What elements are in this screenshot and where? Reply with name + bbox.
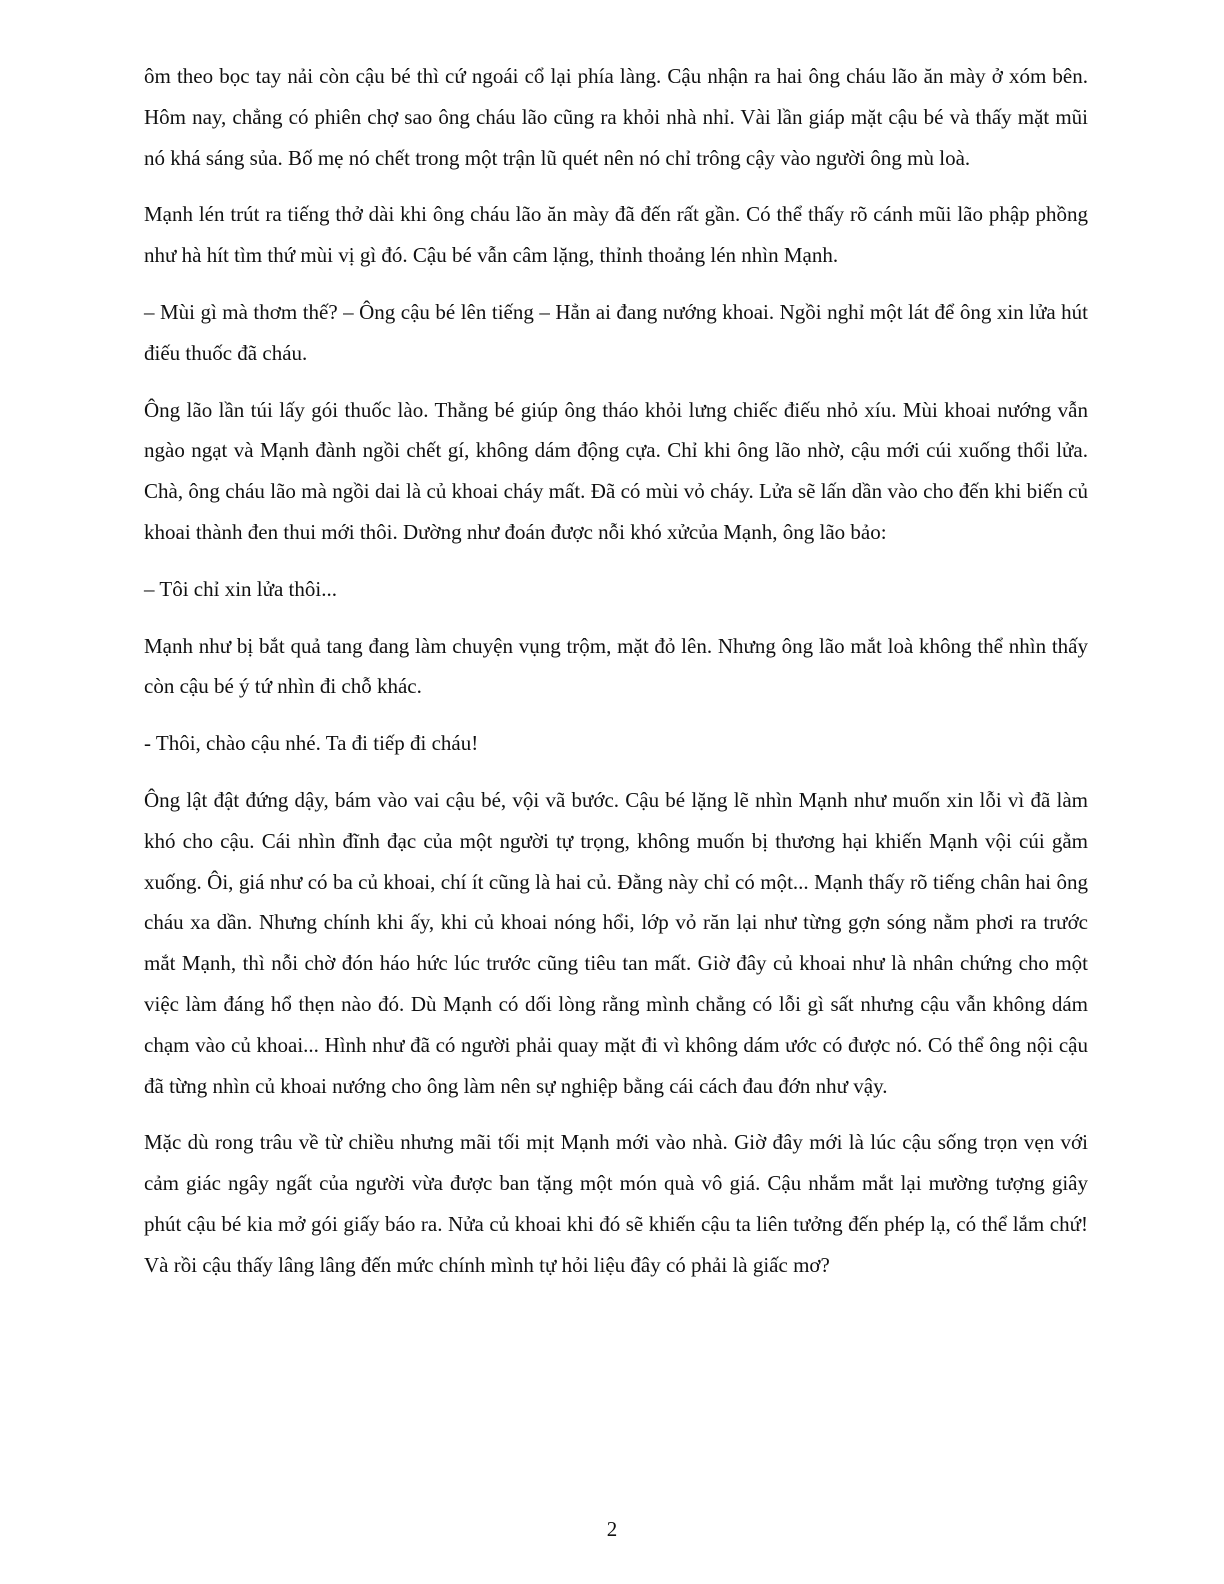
page-number: 2 (606, 1517, 618, 1541)
paragraph: – Mùi gì mà thơm thế? – Ông cậu bé lên tiếng – Hẳn ai đang nướng khoai. Ngồi nghỉ một lát để ông xin lửa hút điếu thuốc đã cháu. (144, 299, 1088, 365)
paragraph: - Thôi, chào cậu nhé. Ta đi tiếp đi cháu! (144, 731, 479, 756)
paragraph: ôm theo bọc tay nải còn cậu bé thì cứ ngoái cổ lại phía làng. Cậu nhận ra hai ông cháu lão ăn mày ở xóm bên. Hôm nay, chẳng có phiên chợ sao ông cháu lão cũng ra khỏi nhà nhỉ. Vài lần giáp mặt cậu bé và thấy mặt mũi nó khá sáng sủa. Bố mẹ nó chết trong một trận lũ quét nên nó chỉ trông cậy vào người ông mù loà. (144, 64, 1088, 170)
paragraph: Ông lão lần túi lấy gói thuốc lào. Thằng bé giúp ông tháo khỏi lưng chiếc điếu nhỏ xíu. Mùi khoai nướng vẫn ngào ngạt và Mạnh đành ngồi chết gí, không dám động cựa. Chỉ khi ông lão nhờ, cậu mới cúi xuống thổi lửa. Chà, ông cháu lão mà ngồi dai là củ khoai cháy mất. Đã có mùi vỏ cháy. Lửa sẽ lấn dần vào cho đến khi biến củ khoai thành đen thui mới thôi. Dường như đoán được nỗi khó xửcủa Mạnh, ông lão bảo: (144, 397, 1088, 544)
paragraph: Ông lật đật đứng dậy, bám vào vai cậu bé, vội vã bước. Cậu bé lặng lẽ nhìn Mạnh như muốn xin lỗi vì đã làm khó cho cậu. Cái nhìn đĩnh đạc của một người tự trọng, không muốn bị thương hại khiến Mạnh vội cúi gằm xuống. Ôi, giá như có ba củ khoai, chí ít cũng là hai củ. Đằng này chỉ có một... Mạnh thấy rõ tiếng chân hai ông cháu xa dần. Nhưng chính khi ấy, khi củ khoai nóng hổi, lớp vỏ răn lại như từng gợn sóng nằm phơi ra trước mắt Mạnh, thì nỗi chờ đón háo hức lúc trước cũng tiêu tan mất. Giờ đây củ khoai như là nhân chứng cho một việc làm đáng hổ thẹn nào đó. Dù Mạnh có dối lòng rằng mình chẳng có lỗi gì sất nhưng cậu vẫn không dám chạm vào củ khoai... Hình như đã có người phải quay mặt đi vì không dám ước có được nó. Có thể ông nội cậu đã từng nhìn củ khoai nướng cho ông làm nên sự nghiệp bằng cái cách đau đớn như vậy. (144, 787, 1088, 1098)
paragraph: – Tôi chỉ xin lửa thôi... (144, 576, 337, 601)
page-body (144, 56, 1088, 1302)
paragraph: Mặc dù rong trâu về từ chiều nhưng mãi tối mịt Mạnh mới vào nhà. Giờ đây mới là lúc cậu sống trọn vẹn với cảm giác ngây ngất của người vừa được ban tặng một món quà vô giá. Cậu nhắm mắt lại mường tượng giây phút cậu bé kia mở gói giấy báo ra. Nửa củ khoai khi đó sẽ khiến cậu ta liên tưởng đến phép lạ, có thể lắm chứ! Và rồi cậu thấy lâng lâng đến mức chính mình tự hỏi liệu đây có phải là giấc mơ? (144, 1130, 1088, 1277)
paragraph: Mạnh như bị bắt quả tang đang làm chuyện vụng trộm, mặt đỏ lên. Nhưng ông lão mắt loà không thể nhìn thấy còn cậu bé ý tứ nhìn đi chỗ khác. (144, 633, 1088, 699)
paragraph: Mạnh lén trút ra tiếng thở dài khi ông cháu lão ăn mày đã đến rất gần. Có thể thấy rõ cánh mũi lão phập phồng như hà hít tìm thứ mùi vị gì đó. Cậu bé vẫn câm lặng, thỉnh thoảng lén nhìn Mạnh. (144, 202, 1088, 268)
